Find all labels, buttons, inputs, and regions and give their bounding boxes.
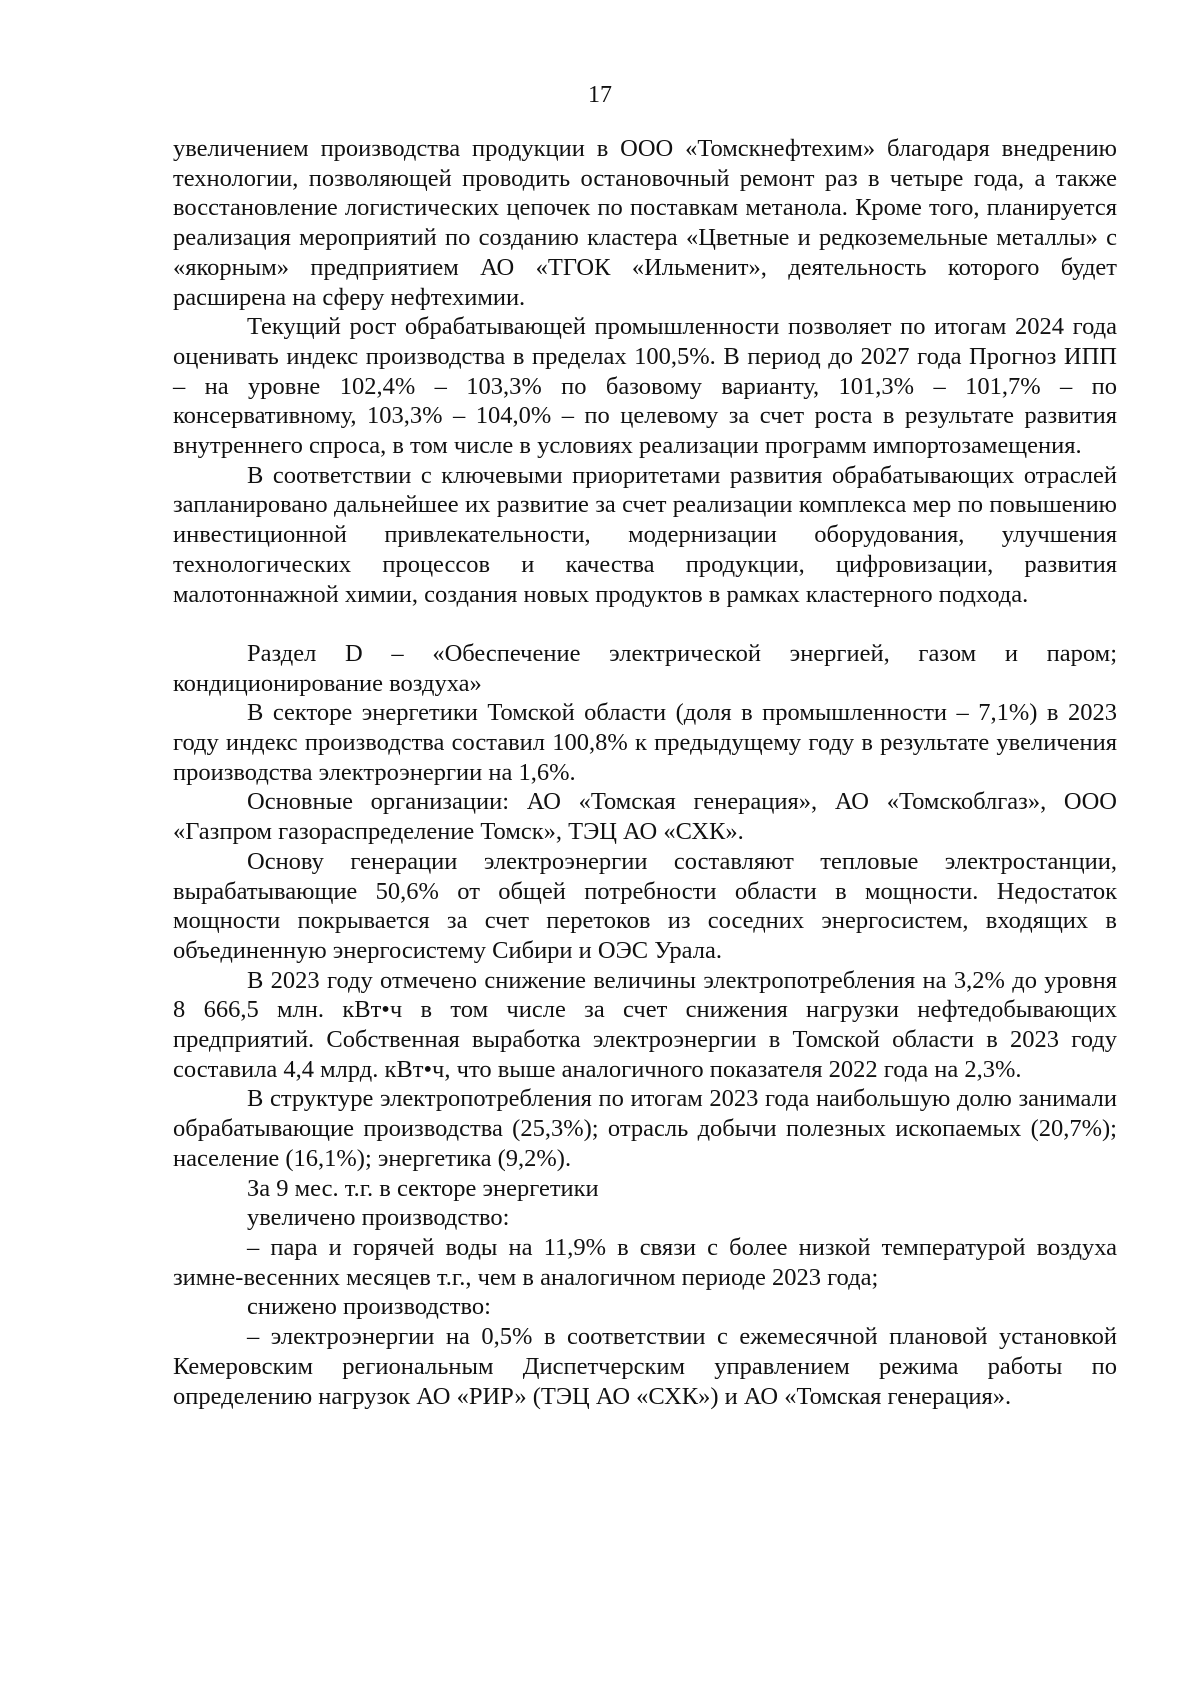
paragraph-electricity: – электроэнергии на 0,5% в соответствии с ежемесячной плановой установкой Кемеровским региональным Диспетчерским управлением режима работы по определению нагрузок АО «РИР» (ТЭЦ АО «СХК») и АО «Томская генерация». [173, 1323, 1117, 1410]
section-d-heading: Раздел D – «Обеспечение электрической энергией, газом и паром; кондиционирование воздуха» [173, 639, 1117, 697]
paragraph-steam-water: – пара и горячей воды на 11,9% в связи с более низкой температурой воздуха зимне-весенних месяцев т.г., чем в аналогичном периоде 2023 года; [173, 1234, 1117, 1291]
paragraph-organizations: Основные организации: АО «Томская генерация», АО «Томскоблгаз», ООО «Газпром газораспределение Томск», ТЭЦ АО «СХК». [173, 788, 1117, 846]
paragraph-tomskneftekhim: увеличением производства продукции в ООО «Томскнефтехим» благодаря внедрению технологии, позволяющей проводить остановочный ремонт раз в четыре года, а также восстановление логистических цепочек по поставкам метанола. Кроме того, планируется реализация мероприятий по созданию кластера «Цветные и редкоземельные металлы» с «якорным» предприятием АО «ТГОК «Ильменит», деятельность которого будет расширена на сферу нефтехимии. [173, 135, 1117, 311]
paragraph-nine-months: За 9 мес. т.г. в секторе энергетики [247, 1174, 599, 1202]
document-body [173, 134, 1117, 1411]
paragraph-structure: В структуре электропотребления по итогам 2023 года наибольшую долю занимали обрабатывающие производства (25,3%); отрасль добычи полезных ископаемых (20,7%); население (16,1%); энергетика (9,2%). [173, 1085, 1117, 1172]
paragraph-manufacturing-growth: Текущий рост обрабатывающей промышленности позволяет по итогам 2024 года оценивать индекс производства в пределах 100,5%. В период до 2027 года Прогноз ИПП – на уровне 102,4% – 103,3% по базовому варианту, 101,3% – 101,7% – по консервативному, 103,3% – 104,0% – по целевому за счет роста в результате развития внутреннего спроса, в том числе в условиях реализации программ импортозамещения. [173, 313, 1117, 460]
paragraph-decreased: снижено производство: [247, 1293, 491, 1321]
paragraph-consumption: В 2023 году отмечено снижение величины электропотребления на 3,2% до уровня 8 666,5 млн. кВт•ч в том числе за счет снижения нагрузки нефтедобывающих предприятий. Собственная выработка электроэнергии в Томской области в 2023 году составила 4,4 млрд. кВт•ч, что выше аналогичного показателя 2022 года на 2,3%. [173, 966, 1117, 1083]
page-number: 17 [588, 82, 612, 108]
paragraph-energy-sector: В секторе энергетики Томской области (доля в промышленности – 7,1%) в 2023 году индекс производства составил 100,8% к предыдущему году в результате увеличения производства электроэнергии на 1,6%. [173, 699, 1117, 786]
section-gap [173, 609, 1117, 639]
paragraph-increased: увеличено производство: [247, 1204, 510, 1232]
paragraph-generation: Основу генерации электроэнергии составляют тепловые электростанции, вырабатывающие 50,6% от общей потребности области в мощности. Недостаток мощности покрывается за счет перетоков из соседних энергосистем, входящих в объединенную энергосистему Сибири и ОЭС Урала. [173, 847, 1117, 964]
paragraph-priorities: В соответствии с ключевыми приоритетами развития обрабатывающих отраслей запланировано дальнейшее их развитие за счет реализации комплекса мер по повышению инвестиционной привлекательности, модернизации оборудования, улучшения технологических процессов и качества продукции, цифровизации, развития малотоннажной химии, создания новых продуктов в рамках кластерного подхода. [173, 461, 1117, 608]
